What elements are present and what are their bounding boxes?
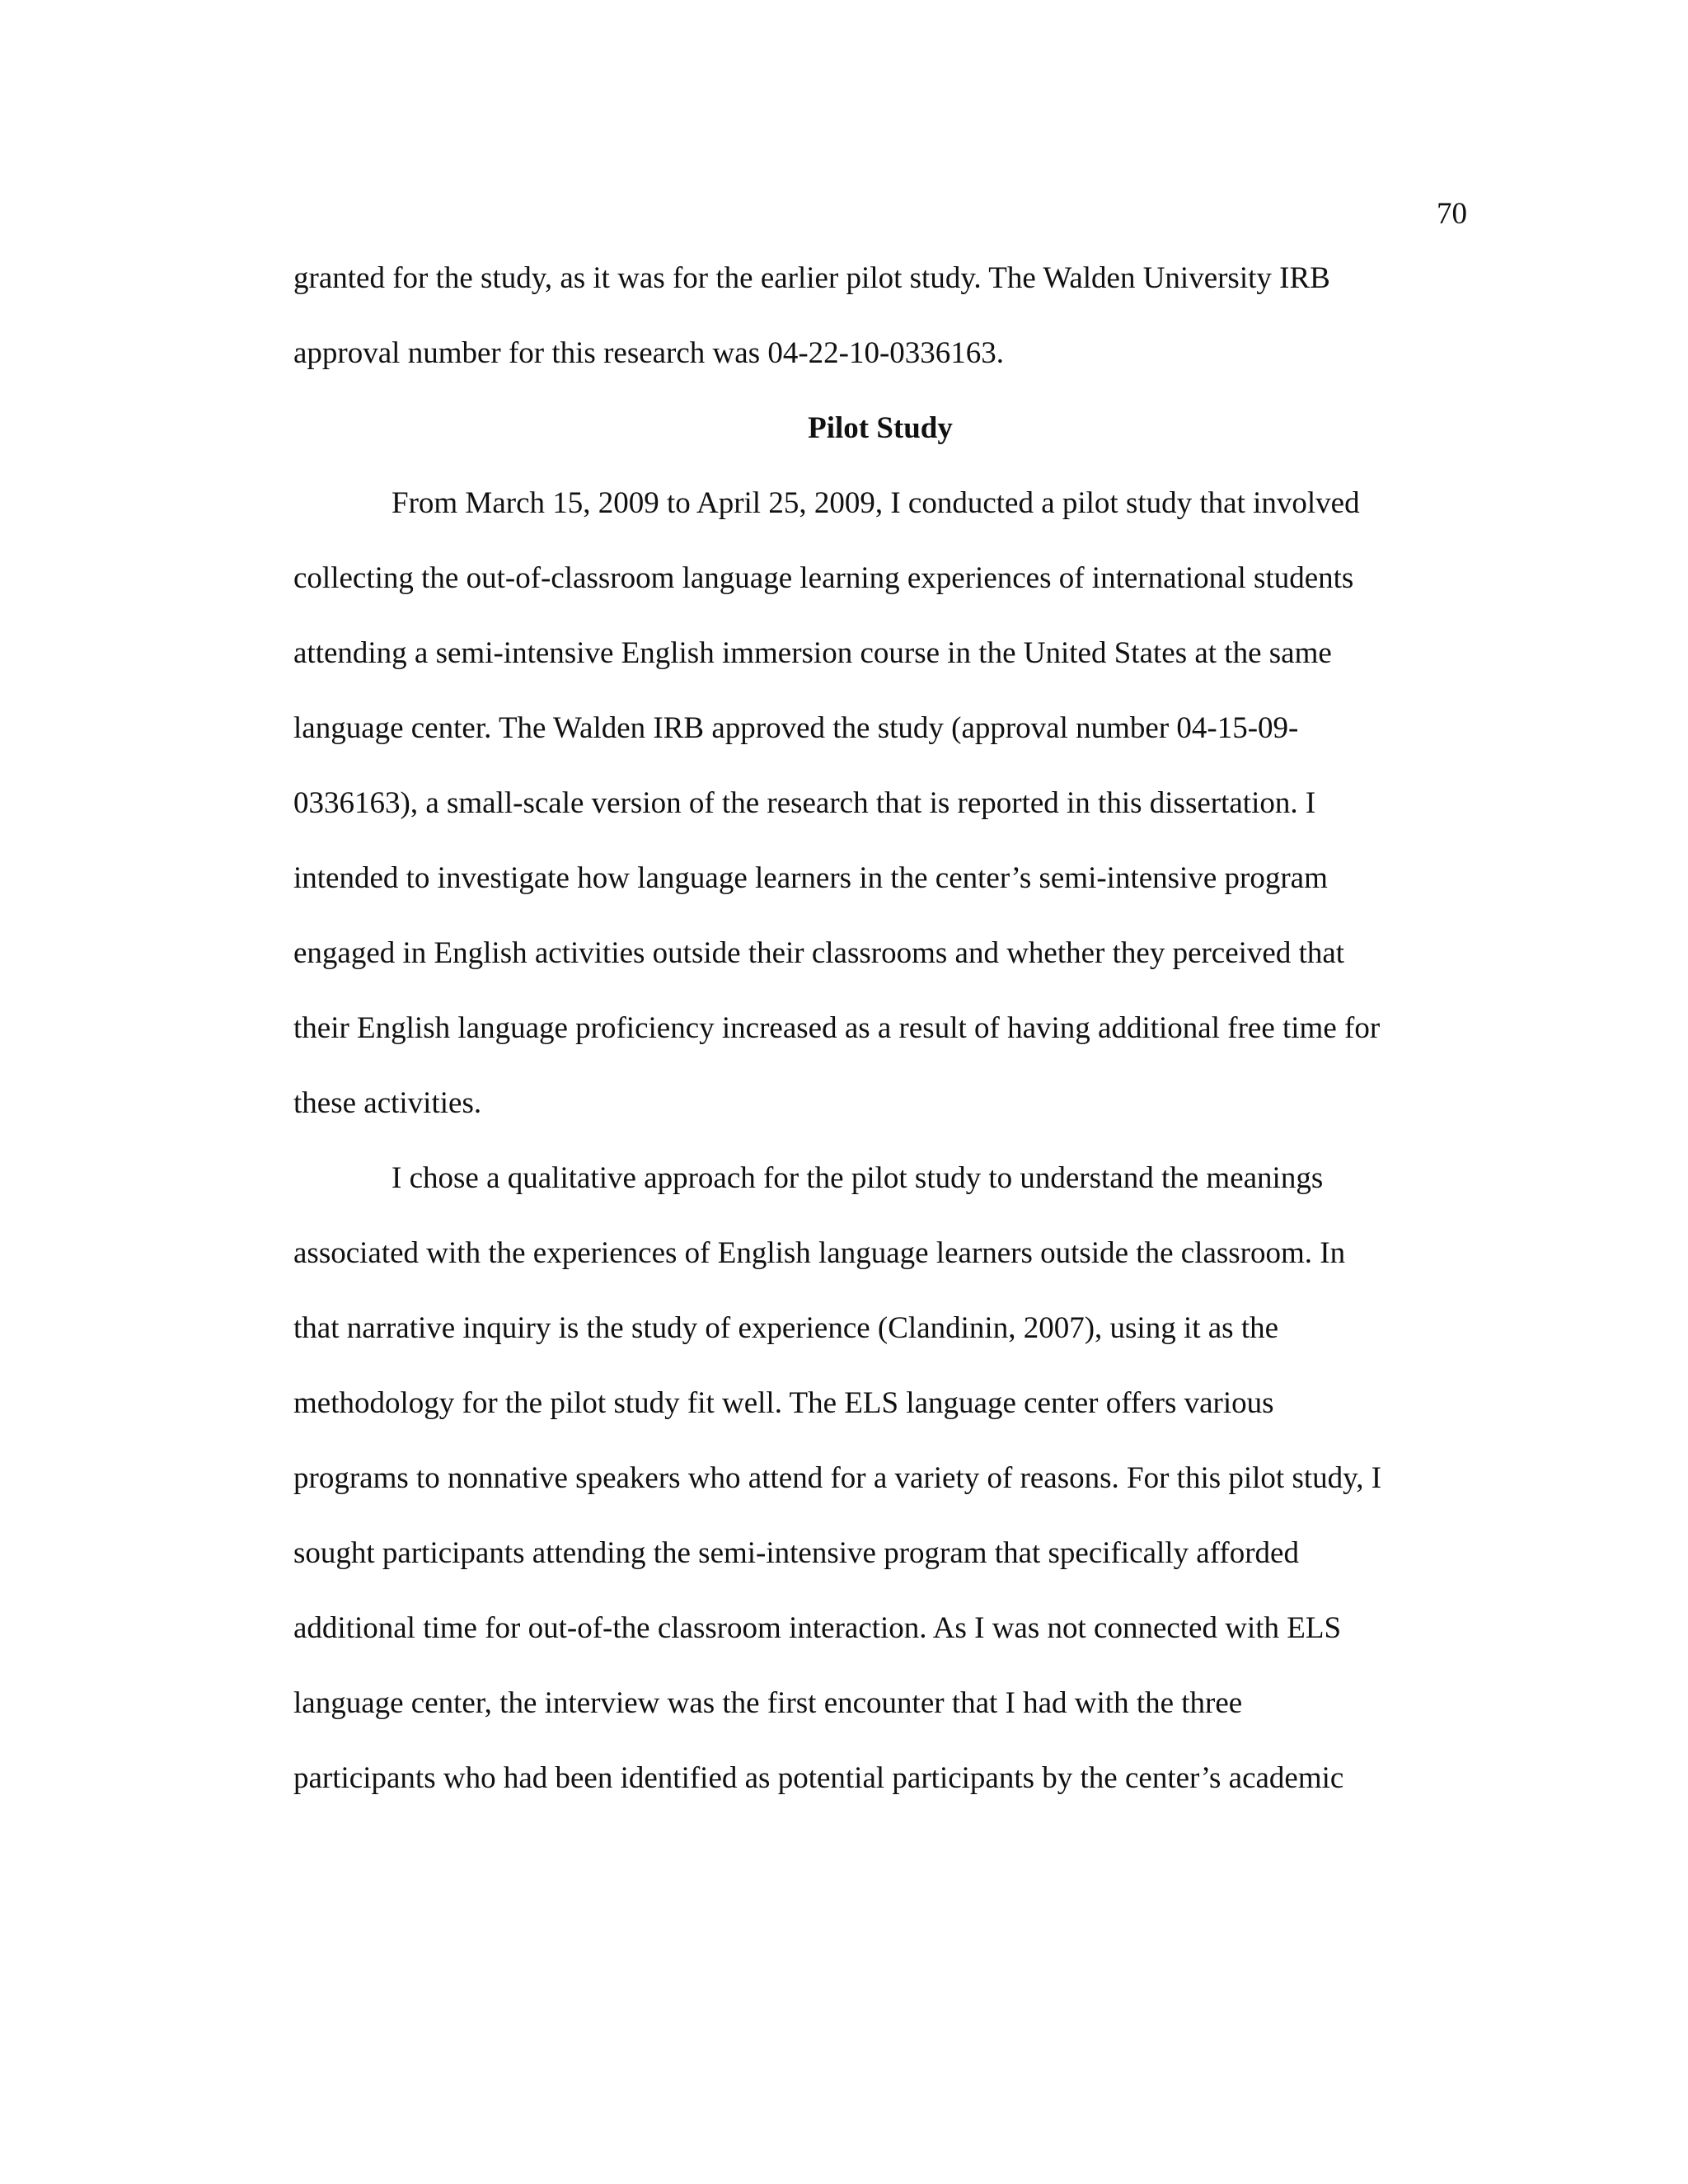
text-line: participants who had been identified as potential participants by the center’s academic [293,1761,1344,1795]
text-line: collecting the out-of-classroom language learning experiences of international students [293,561,1354,595]
text-line: engaged in English activities outside their classrooms and whether they perceived that [293,936,1345,970]
text-line: associated with the experiences of English language learners outside the classroom. In [293,1236,1346,1270]
text-line: granted for the study, as it was for the earlier pilot study. The Walden University IRB [293,261,1330,295]
text-line: these activities. [293,1086,482,1120]
page-number: 70 [1437,197,1467,231]
section-heading: Pilot Study [808,411,953,445]
text-line: attending a semi-intensive English immersion course in the United States at the same [293,636,1332,670]
text-line: intended to investigate how language learners in the center’s semi-intensive program [293,861,1328,895]
text-line: language center, the interview was the first encounter that I had with the three [293,1686,1243,1720]
text-line: that narrative inquiry is the study of experience (Clandinin, 2007), using it as the [293,1311,1279,1345]
text-line: methodology for the pilot study fit well. The ELS language center offers various [293,1386,1274,1420]
paragraph-first-line: I chose a qualitative approach for the pilot study to understand the meanings [392,1161,1324,1195]
text-line: programs to nonnative speakers who attend for a variety of reasons. For this pilot study, I [293,1461,1382,1495]
text-line: 0336163), a small-scale version of the research that is reported in this dissertation. I [293,786,1316,820]
paragraph-first-line: From March 15, 2009 to April 25, 2009, I conducted a pilot study that involved [392,486,1360,520]
text-line: language center. The Walden IRB approved the study (approval number 04-15-09- [293,711,1299,745]
text-line: their English language proficiency increased as a result of having additional free time for [293,1011,1381,1045]
text-line: approval number for this research was 04-22-10-0336163. [293,336,1005,370]
text-line: additional time for out-of-the classroom interaction. As I was not connected with ELS [293,1611,1342,1645]
text-line: sought participants attending the semi-intensive program that specifically afforded [293,1536,1299,1570]
